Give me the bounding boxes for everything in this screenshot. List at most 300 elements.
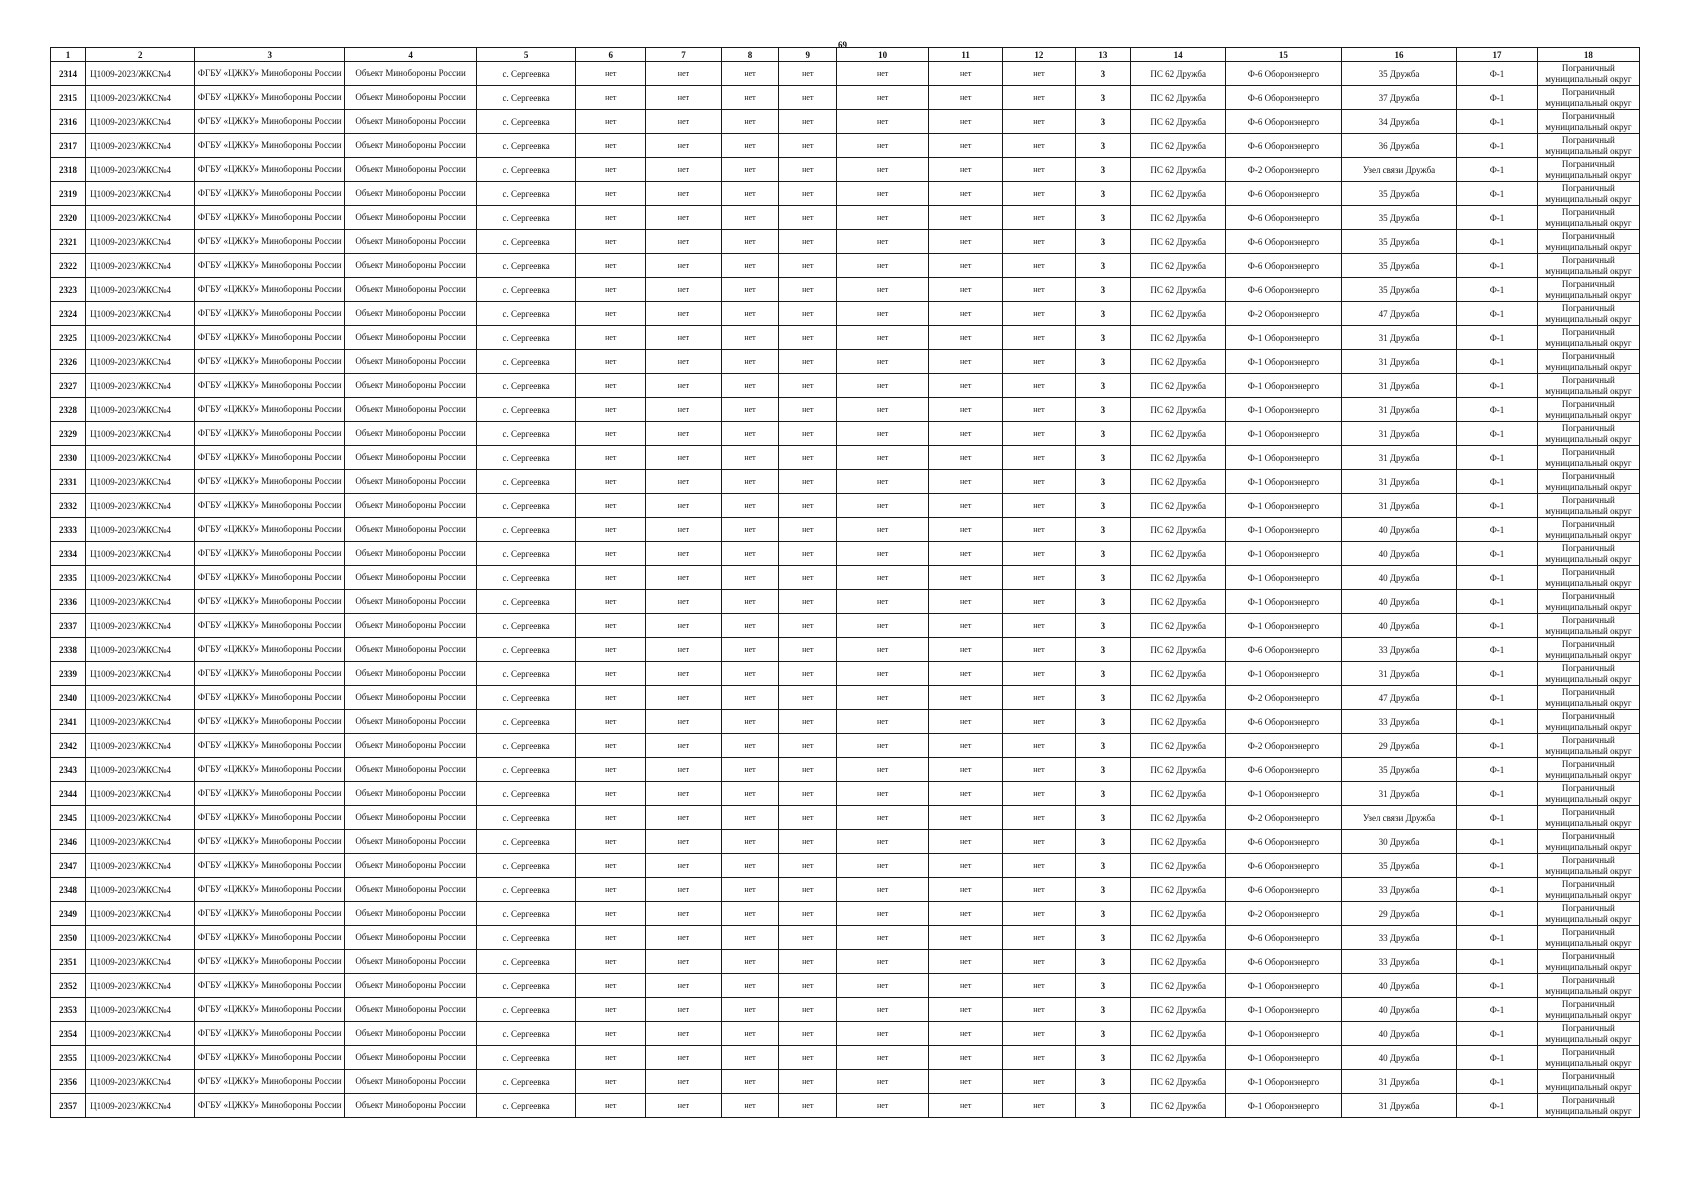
feeder-cell: Ф-1 Оборонэнерго <box>1226 446 1342 470</box>
col-9-value-cell: нет <box>779 854 837 878</box>
substation-cell: ПС 62 Дружба <box>1131 854 1226 878</box>
line-cell: Ф-1 <box>1457 926 1537 950</box>
organization-cell: ФГБУ «ЦЖКУ» Минобороны России <box>195 134 345 158</box>
substation-cell: ПС 62 Дружба <box>1131 590 1226 614</box>
col-10-value-cell: нет <box>837 710 929 734</box>
transformer-point-cell: 33 Дружба <box>1341 950 1457 974</box>
organization-cell: ФГБУ «ЦЖКУ» Минобороны России <box>195 806 345 830</box>
row-number-cell: 2335 <box>51 566 86 590</box>
district-cell: Пограничный муниципальный округ <box>1537 278 1639 302</box>
line-cell: Ф-1 <box>1457 710 1537 734</box>
col-10-value-cell: нет <box>837 446 929 470</box>
locality-cell: с. Сергеевка <box>477 638 576 662</box>
col-7-value-cell: нет <box>646 398 721 422</box>
line-cell: Ф-1 <box>1457 206 1537 230</box>
feeder-cell: Ф-6 Оборонэнерго <box>1226 230 1342 254</box>
row-number-cell: 2323 <box>51 278 86 302</box>
col-8-value-cell: нет <box>721 590 779 614</box>
contract-number-cell: Ц1009-2023/ЖКС№4 <box>86 446 195 470</box>
object-type-cell: Объект Минобороны России <box>345 230 477 254</box>
col-12-value-cell: нет <box>1003 854 1075 878</box>
category-cell: 3 <box>1075 1022 1131 1046</box>
col-10-value-cell: нет <box>837 734 929 758</box>
col-6-value-cell: нет <box>576 206 646 230</box>
locality-cell: с. Сергеевка <box>477 662 576 686</box>
feeder-cell: Ф-6 Оборонэнерго <box>1226 878 1342 902</box>
col-8-value-cell: нет <box>721 350 779 374</box>
district-cell: Пограничный муниципальный округ <box>1537 470 1639 494</box>
col-9-value-cell: нет <box>779 518 837 542</box>
col-6-value-cell: нет <box>576 926 646 950</box>
contract-number-cell: Ц1009-2023/ЖКС№4 <box>86 158 195 182</box>
category-cell: 3 <box>1075 350 1131 374</box>
category-cell: 3 <box>1075 374 1131 398</box>
col-12-value-cell: нет <box>1003 446 1075 470</box>
col-7-value-cell: нет <box>646 854 721 878</box>
col-6-value-cell: нет <box>576 806 646 830</box>
line-cell: Ф-1 <box>1457 158 1537 182</box>
locality-cell: с. Сергеевка <box>477 278 576 302</box>
contract-number-cell: Ц1009-2023/ЖКС№4 <box>86 182 195 206</box>
object-type-cell: Объект Минобороны России <box>345 974 477 998</box>
col-12-value-cell: нет <box>1003 398 1075 422</box>
col-8-value-cell: нет <box>721 782 779 806</box>
row-number-cell: 2324 <box>51 302 86 326</box>
col-6-value-cell: нет <box>576 1070 646 1094</box>
category-cell: 3 <box>1075 734 1131 758</box>
transformer-point-cell: 40 Дружба <box>1341 614 1457 638</box>
col-9-value-cell: нет <box>779 302 837 326</box>
col-9-value-cell: нет <box>779 782 837 806</box>
col-12-value-cell: нет <box>1003 110 1075 134</box>
table-row <box>51 446 1640 470</box>
col-11-value-cell: нет <box>929 590 1003 614</box>
organization-cell: ФГБУ «ЦЖКУ» Минобороны России <box>195 254 345 278</box>
feeder-cell: Ф-1 Оборонэнерго <box>1226 1070 1342 1094</box>
locality-cell: с. Сергеевка <box>477 62 576 86</box>
contract-number-cell: Ц1009-2023/ЖКС№4 <box>86 398 195 422</box>
object-type-cell: Объект Минобороны России <box>345 830 477 854</box>
category-cell: 3 <box>1075 254 1131 278</box>
object-type-cell: Объект Минобороны России <box>345 374 477 398</box>
col-9-value-cell: нет <box>779 182 837 206</box>
district-cell: Пограничный муниципальный округ <box>1537 806 1639 830</box>
locality-cell: с. Сергеевка <box>477 830 576 854</box>
category-cell: 3 <box>1075 542 1131 566</box>
contract-number-cell: Ц1009-2023/ЖКС№4 <box>86 374 195 398</box>
feeder-cell: Ф-6 Оборонэнерго <box>1226 206 1342 230</box>
transformer-point-cell: 33 Дружба <box>1341 638 1457 662</box>
category-cell: 3 <box>1075 974 1131 998</box>
locality-cell: с. Сергеевка <box>477 998 576 1022</box>
col-12-value-cell: нет <box>1003 734 1075 758</box>
feeder-cell: Ф-1 Оборонэнерго <box>1226 590 1342 614</box>
feeder-cell: Ф-1 Оборонэнерго <box>1226 374 1342 398</box>
contract-number-cell: Ц1009-2023/ЖКС№4 <box>86 350 195 374</box>
col-8-value-cell: нет <box>721 638 779 662</box>
transformer-point-cell: 35 Дружба <box>1341 206 1457 230</box>
organization-cell: ФГБУ «ЦЖКУ» Минобороны России <box>195 302 345 326</box>
category-cell: 3 <box>1075 206 1131 230</box>
col-8-value-cell: нет <box>721 158 779 182</box>
table-row <box>51 734 1640 758</box>
substation-cell: ПС 62 Дружба <box>1131 398 1226 422</box>
district-cell: Пограничный муниципальный округ <box>1537 446 1639 470</box>
object-type-cell: Объект Минобороны России <box>345 734 477 758</box>
col-9-value-cell: нет <box>779 638 837 662</box>
col-10-value-cell: нет <box>837 542 929 566</box>
col-12-value-cell: нет <box>1003 638 1075 662</box>
col-11-value-cell: нет <box>929 134 1003 158</box>
transformer-point-cell: 40 Дружба <box>1341 1046 1457 1070</box>
col-7-value-cell: нет <box>646 182 721 206</box>
organization-cell: ФГБУ «ЦЖКУ» Минобороны России <box>195 494 345 518</box>
line-cell: Ф-1 <box>1457 638 1537 662</box>
col-11-value-cell: нет <box>929 302 1003 326</box>
col-10-value-cell: нет <box>837 590 929 614</box>
table-row <box>51 566 1640 590</box>
col-11-value-cell: нет <box>929 350 1003 374</box>
category-cell: 3 <box>1075 998 1131 1022</box>
object-type-cell: Объект Минобороны России <box>345 758 477 782</box>
col-7-value-cell: нет <box>646 566 721 590</box>
object-type-cell: Объект Минобороны России <box>345 182 477 206</box>
feeder-cell: Ф-6 Оборонэнерго <box>1226 926 1342 950</box>
col-11-value-cell: нет <box>929 86 1003 110</box>
contract-number-cell: Ц1009-2023/ЖКС№4 <box>86 422 195 446</box>
line-cell: Ф-1 <box>1457 662 1537 686</box>
col-10-value-cell: нет <box>837 422 929 446</box>
locality-cell: с. Сергеевка <box>477 134 576 158</box>
feeder-cell: Ф-1 Оборонэнерго <box>1226 782 1342 806</box>
district-cell: Пограничный муниципальный округ <box>1537 566 1639 590</box>
object-type-cell: Объект Минобороны России <box>345 806 477 830</box>
feeder-cell: Ф-2 Оборонэнерго <box>1226 734 1342 758</box>
line-cell: Ф-1 <box>1457 542 1537 566</box>
feeder-cell: Ф-1 Оборонэнерго <box>1226 974 1342 998</box>
organization-cell: ФГБУ «ЦЖКУ» Минобороны России <box>195 686 345 710</box>
line-cell: Ф-1 <box>1457 758 1537 782</box>
table-row <box>51 254 1640 278</box>
col-7-value-cell: нет <box>646 206 721 230</box>
district-cell: Пограничный муниципальный округ <box>1537 638 1639 662</box>
col-7-value-cell: нет <box>646 926 721 950</box>
col-7-value-cell: нет <box>646 614 721 638</box>
district-cell: Пограничный муниципальный округ <box>1537 374 1639 398</box>
col-7-value-cell: нет <box>646 806 721 830</box>
col-12-value-cell: нет <box>1003 974 1075 998</box>
district-cell: Пограничный муниципальный округ <box>1537 830 1639 854</box>
col-12-value-cell: нет <box>1003 206 1075 230</box>
col-8-value-cell: нет <box>721 902 779 926</box>
table-row <box>51 542 1640 566</box>
table-row <box>51 1094 1640 1118</box>
table-row <box>51 374 1640 398</box>
col-6-value-cell: нет <box>576 518 646 542</box>
district-cell: Пограничный муниципальный округ <box>1537 350 1639 374</box>
district-cell: Пограничный муниципальный округ <box>1537 878 1639 902</box>
object-type-cell: Объект Минобороны России <box>345 590 477 614</box>
col-8-value-cell: нет <box>721 1070 779 1094</box>
contract-number-cell: Ц1009-2023/ЖКС№4 <box>86 518 195 542</box>
transformer-point-cell: 40 Дружба <box>1341 998 1457 1022</box>
col-6-value-cell: нет <box>576 278 646 302</box>
col-11-value-cell: нет <box>929 638 1003 662</box>
contract-number-cell: Ц1009-2023/ЖКС№4 <box>86 758 195 782</box>
category-cell: 3 <box>1075 710 1131 734</box>
district-cell: Пограничный муниципальный округ <box>1537 86 1639 110</box>
row-number-cell: 2345 <box>51 806 86 830</box>
substation-cell: ПС 62 Дружба <box>1131 446 1226 470</box>
col-9-value-cell: нет <box>779 494 837 518</box>
col-9-value-cell: нет <box>779 590 837 614</box>
col-9-value-cell: нет <box>779 926 837 950</box>
col-12-value-cell: нет <box>1003 254 1075 278</box>
district-cell: Пограничный муниципальный округ <box>1537 758 1639 782</box>
feeder-cell: Ф-2 Оборонэнерго <box>1226 302 1342 326</box>
column-header-9: 9 <box>779 48 837 62</box>
column-header-3: 3 <box>195 48 345 62</box>
category-cell: 3 <box>1075 614 1131 638</box>
row-number-cell: 2329 <box>51 422 86 446</box>
object-type-cell: Объект Минобороны России <box>345 782 477 806</box>
table-row <box>51 686 1640 710</box>
category-cell: 3 <box>1075 902 1131 926</box>
col-11-value-cell: нет <box>929 206 1003 230</box>
category-cell: 3 <box>1075 806 1131 830</box>
district-cell: Пограничный муниципальный округ <box>1537 1022 1639 1046</box>
locality-cell: с. Сергеевка <box>477 398 576 422</box>
row-number-cell: 2338 <box>51 638 86 662</box>
col-10-value-cell: нет <box>837 950 929 974</box>
col-7-value-cell: нет <box>646 62 721 86</box>
substation-cell: ПС 62 Дружба <box>1131 710 1226 734</box>
organization-cell: ФГБУ «ЦЖКУ» Минобороны России <box>195 902 345 926</box>
table-row <box>51 638 1640 662</box>
col-10-value-cell: нет <box>837 350 929 374</box>
contract-number-cell: Ц1009-2023/ЖКС№4 <box>86 86 195 110</box>
transformer-point-cell: Узел связи Дружба <box>1341 158 1457 182</box>
col-8-value-cell: нет <box>721 110 779 134</box>
col-11-value-cell: нет <box>929 710 1003 734</box>
col-11-value-cell: нет <box>929 662 1003 686</box>
col-11-value-cell: нет <box>929 110 1003 134</box>
column-header-16: 16 <box>1341 48 1457 62</box>
object-type-cell: Объект Минобороны России <box>345 1094 477 1118</box>
table-body <box>51 62 1640 1118</box>
substation-cell: ПС 62 Дружба <box>1131 350 1226 374</box>
feeder-cell: Ф-6 Оборонэнерго <box>1226 254 1342 278</box>
col-8-value-cell: нет <box>721 1094 779 1118</box>
row-number-cell: 2351 <box>51 950 86 974</box>
contract-number-cell: Ц1009-2023/ЖКС№4 <box>86 902 195 926</box>
substation-cell: ПС 62 Дружба <box>1131 254 1226 278</box>
col-11-value-cell: нет <box>929 566 1003 590</box>
col-12-value-cell: нет <box>1003 1022 1075 1046</box>
col-12-value-cell: нет <box>1003 590 1075 614</box>
col-8-value-cell: нет <box>721 446 779 470</box>
col-7-value-cell: нет <box>646 446 721 470</box>
col-9-value-cell: нет <box>779 806 837 830</box>
row-number-cell: 2325 <box>51 326 86 350</box>
object-type-cell: Объект Минобороны России <box>345 902 477 926</box>
col-6-value-cell: нет <box>576 134 646 158</box>
col-6-value-cell: нет <box>576 158 646 182</box>
col-8-value-cell: нет <box>721 614 779 638</box>
contract-number-cell: Ц1009-2023/ЖКС№4 <box>86 566 195 590</box>
col-6-value-cell: нет <box>576 86 646 110</box>
category-cell: 3 <box>1075 182 1131 206</box>
col-11-value-cell: нет <box>929 902 1003 926</box>
col-10-value-cell: нет <box>837 398 929 422</box>
substation-cell: ПС 62 Дружба <box>1131 326 1226 350</box>
organization-cell: ФГБУ «ЦЖКУ» Минобороны России <box>195 350 345 374</box>
row-number-cell: 2348 <box>51 878 86 902</box>
col-9-value-cell: нет <box>779 1022 837 1046</box>
line-cell: Ф-1 <box>1457 950 1537 974</box>
row-number-cell: 2328 <box>51 398 86 422</box>
feeder-cell: Ф-1 Оборонэнерго <box>1226 1094 1342 1118</box>
locality-cell: с. Сергеевка <box>477 446 576 470</box>
col-7-value-cell: нет <box>646 878 721 902</box>
col-9-value-cell: нет <box>779 566 837 590</box>
organization-cell: ФГБУ «ЦЖКУ» Минобороны России <box>195 566 345 590</box>
feeder-cell: Ф-1 Оборонэнерго <box>1226 662 1342 686</box>
col-10-value-cell: нет <box>837 878 929 902</box>
category-cell: 3 <box>1075 878 1131 902</box>
organization-cell: ФГБУ «ЦЖКУ» Минобороны России <box>195 926 345 950</box>
substation-cell: ПС 62 Дружба <box>1131 662 1226 686</box>
col-12-value-cell: нет <box>1003 926 1075 950</box>
category-cell: 3 <box>1075 398 1131 422</box>
organization-cell: ФГБУ «ЦЖКУ» Минобороны России <box>195 854 345 878</box>
col-11-value-cell: нет <box>929 446 1003 470</box>
substation-cell: ПС 62 Дружба <box>1131 422 1226 446</box>
col-11-value-cell: нет <box>929 734 1003 758</box>
col-12-value-cell: нет <box>1003 758 1075 782</box>
col-10-value-cell: нет <box>837 566 929 590</box>
transformer-point-cell: 40 Дружба <box>1341 590 1457 614</box>
col-9-value-cell: нет <box>779 278 837 302</box>
contract-number-cell: Ц1009-2023/ЖКС№4 <box>86 1094 195 1118</box>
locality-cell: с. Сергеевка <box>477 734 576 758</box>
table-row <box>51 110 1640 134</box>
col-11-value-cell: нет <box>929 806 1003 830</box>
col-6-value-cell: нет <box>576 1022 646 1046</box>
col-7-value-cell: нет <box>646 518 721 542</box>
col-9-value-cell: нет <box>779 950 837 974</box>
table-row <box>51 62 1640 86</box>
category-cell: 3 <box>1075 662 1131 686</box>
row-number-cell: 2352 <box>51 974 86 998</box>
line-cell: Ф-1 <box>1457 398 1537 422</box>
col-8-value-cell: нет <box>721 926 779 950</box>
col-8-value-cell: нет <box>721 950 779 974</box>
col-12-value-cell: нет <box>1003 86 1075 110</box>
col-11-value-cell: нет <box>929 182 1003 206</box>
col-9-value-cell: нет <box>779 758 837 782</box>
substation-cell: ПС 62 Дружба <box>1131 758 1226 782</box>
col-6-value-cell: нет <box>576 590 646 614</box>
line-cell: Ф-1 <box>1457 974 1537 998</box>
transformer-point-cell: 31 Дружба <box>1341 422 1457 446</box>
contract-number-cell: Ц1009-2023/ЖКС№4 <box>86 662 195 686</box>
col-9-value-cell: нет <box>779 230 837 254</box>
category-cell: 3 <box>1075 62 1131 86</box>
organization-cell: ФГБУ «ЦЖКУ» Минобороны России <box>195 974 345 998</box>
contract-number-cell: Ц1009-2023/ЖКС№4 <box>86 830 195 854</box>
contract-number-cell: Ц1009-2023/ЖКС№4 <box>86 278 195 302</box>
substation-cell: ПС 62 Дружба <box>1131 950 1226 974</box>
column-header-17: 17 <box>1457 48 1537 62</box>
feeder-cell: Ф-1 Оборонэнерго <box>1226 422 1342 446</box>
col-6-value-cell: нет <box>576 182 646 206</box>
col-9-value-cell: нет <box>779 374 837 398</box>
feeder-cell: Ф-6 Оборонэнерго <box>1226 758 1342 782</box>
table-row <box>51 950 1640 974</box>
organization-cell: ФГБУ «ЦЖКУ» Минобороны России <box>195 590 345 614</box>
col-11-value-cell: нет <box>929 470 1003 494</box>
col-7-value-cell: нет <box>646 902 721 926</box>
district-cell: Пограничный муниципальный округ <box>1537 230 1639 254</box>
object-type-cell: Объект Минобороны России <box>345 422 477 446</box>
table-row <box>51 278 1640 302</box>
category-cell: 3 <box>1075 1094 1131 1118</box>
col-8-value-cell: нет <box>721 230 779 254</box>
category-cell: 3 <box>1075 86 1131 110</box>
feeder-cell: Ф-1 Оборонэнерго <box>1226 542 1342 566</box>
column-header-1: 1 <box>51 48 86 62</box>
contract-number-cell: Ц1009-2023/ЖКС№4 <box>86 926 195 950</box>
col-8-value-cell: нет <box>721 998 779 1022</box>
category-cell: 3 <box>1075 830 1131 854</box>
transformer-point-cell: 31 Дружба <box>1341 1070 1457 1094</box>
category-cell: 3 <box>1075 566 1131 590</box>
feeder-cell: Ф-1 Оборонэнерго <box>1226 494 1342 518</box>
substation-cell: ПС 62 Дружба <box>1131 782 1226 806</box>
col-6-value-cell: нет <box>576 110 646 134</box>
col-11-value-cell: нет <box>929 326 1003 350</box>
transformer-point-cell: 37 Дружба <box>1341 86 1457 110</box>
locality-cell: с. Сергеевка <box>477 494 576 518</box>
col-9-value-cell: нет <box>779 326 837 350</box>
col-8-value-cell: нет <box>721 278 779 302</box>
table-row <box>51 158 1640 182</box>
object-type-cell: Объект Минобороны России <box>345 710 477 734</box>
district-cell: Пограничный муниципальный округ <box>1537 926 1639 950</box>
substation-cell: ПС 62 Дружба <box>1131 134 1226 158</box>
table-row <box>51 806 1640 830</box>
col-11-value-cell: нет <box>929 230 1003 254</box>
col-7-value-cell: нет <box>646 350 721 374</box>
transformer-point-cell: 33 Дружба <box>1341 878 1457 902</box>
column-header-5: 5 <box>477 48 576 62</box>
substation-cell: ПС 62 Дружба <box>1131 566 1226 590</box>
category-cell: 3 <box>1075 758 1131 782</box>
transformer-point-cell: 40 Дружба <box>1341 542 1457 566</box>
col-12-value-cell: нет <box>1003 62 1075 86</box>
row-number-cell: 2331 <box>51 470 86 494</box>
col-6-value-cell: нет <box>576 614 646 638</box>
locality-cell: с. Сергеевка <box>477 326 576 350</box>
locality-cell: с. Сергеевка <box>477 1070 576 1094</box>
locality-cell: с. Сергеевка <box>477 782 576 806</box>
row-number-cell: 2342 <box>51 734 86 758</box>
organization-cell: ФГБУ «ЦЖКУ» Минобороны России <box>195 758 345 782</box>
feeder-cell: Ф-1 Оборонэнерго <box>1226 518 1342 542</box>
col-8-value-cell: нет <box>721 62 779 86</box>
contract-number-cell: Ц1009-2023/ЖКС№4 <box>86 974 195 998</box>
